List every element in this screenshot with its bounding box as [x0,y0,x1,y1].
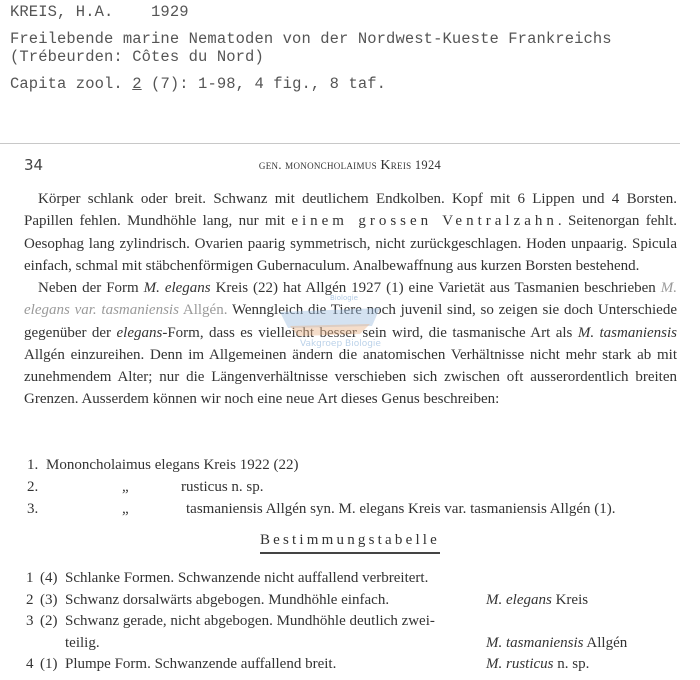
key-result: M. elegans Kreis [486,591,589,608]
author: KREIS, H.A. [10,3,114,21]
key-row: teilig. M. tasmaniensis Allgén [24,633,684,655]
svg-text:Biologie: Biologie [330,294,358,302]
ditto-mark: „ [122,501,129,517]
genus-description: Körper schlank oder breit. Schwanz mit deutlichem Endkolben. Kopf mit 6 Lippen und 4 Borsten. Papillen fehlen. Mundhöhle lang, nur mit einem grossen Ventralzahn. Seitenorgan fehlt. Oesophag lang zylindrisch. Ovarien paarig symmetrisch, nicht zurückgeschlagen. Hoden unpaarig. Spicula einfach, schmal mit stäbchenförmigen Gubernaculum. Analbewaffnung aus kurzen Borsten bestehend. [24,191,677,274]
running-head: gen. mononcholaimus Kreis 1924 [258,158,442,173]
divider-line [0,143,680,144]
title-line-1: Freilebende marine Nematoden von der Nordwest-Kueste Frankreichs [10,30,612,48]
key-title: Bestimmungstabelle [0,532,700,554]
key-row: 3 (2) Schwanz gerade, nicht abgebogen. Mundhöhle deutlich zwei- [26,613,435,629]
page-number: 34 [24,156,44,174]
author-year-line [10,3,189,21]
svg-text:Vakgroep Biologie: Vakgroep Biologie [300,339,381,349]
citation-line: Capita zool. 2 (7): 1-98, 4 fig., 8 taf. [10,75,387,93]
year: 1929 [151,3,189,21]
book-page: 34 gen. mononcholaimus Kreis 1924 Körper schlank oder breit. Schwanz mit deutlichem Endkolben. Kopf mit 6 Lippen und 4 Borsten. Papillen fehlen. Mundhöhle lang, nur mit einem grossen Ventralzahn. Seitenorgan fehlt. Oesophag lang zylindrisch. Ovarien paarig symmetrisch, nicht zurückgeschlagen. Hoden unpaarig. Spicula einfach, schmal mit stäbchenförmigen Gubernaculum. Analbewaffnung aus kurzen Borsten bestehend. Neben der Form M. elegans Kreis (22) hat Allgén 1927 (1) eine Varietät aus Tasmanien beschrieben M. elegans var. tasmaniensis Allgén. Wenngleich die Tiere noch juvenil sind, so zeigen sie doch Unterschiede gegenüber der elegans-Form, dass es vielleicht besser sein wird, die tasmanische Art als M. tasmaniensis Allgén einzureihen. Denn im Allgemeinen ändern die anatomischen Verhältnisse nicht mehr stark ab mit zunehmendem Alter; nur die Längenverhältnisse verschieben sich zwischen oft ausserordentlich breiten Grenzen. Ausserdem können wir noch eine neue Art dieses Genus beschreiben: 1. Mononcholaimus elegans Kreis 1922 (22) 2. „ rusticus n. sp. 3. „ tasmaniensis Allgén syn. M. elegans Kreis var. tasmaniensis Allgén (1). Bestimmungstabelle 1 (4) Schlanke Formen. Schwanzende nicht auffallend verbreitert. 2 (3) Schwanz dorsalwärts abgebogen. Mundhöhle einfach. M. elegans Kreis 3 (2) Schwanz gerade, nicht abgebogen. Mundhöhle deutlich zwei- teilig. M. tasmaniensis Allgén 4 (1) Plumpe Form. Schwanzende auffallend breit. M. rusticus n. sp. Biologie Vakgroep Biologie [0,150,700,680]
key-row: 2 (3) Schwanz dorsalwärts abgebogen. Mundhöhle einfach. M. elegans Kreis [24,590,684,612]
ditto-mark: „ [122,479,129,495]
key-result: M. rusticus n. sp. [486,656,590,672]
key-row: 1 (4) Schlanke Formen. Schwanzende nicht auffallend verbreitert. [26,570,429,586]
index-card-header [0,0,700,120]
spaced-emphasis: einem grossen Ventralzahn [291,213,558,230]
identification-key [24,568,684,676]
title-line-2: (Trébeurden: Côtes du Nord) [10,48,264,66]
volume-number: 2 [132,75,142,93]
key-row: 4 (1) Plumpe Form. Schwanzende auffallend breit. M. rusticus n. sp. [24,654,684,676]
discussion-paragraph: Neben der Form M. elegans Kreis (22) hat Allgén 1927 (1) eine Varietät aus Tasmanien beschrieben M. elegans var. tasmaniensis Allgén. Wenngleich die Tiere noch juvenil sind, so zeigen sie doch Unterschiede gegenüber der elegans-Form, dass es vielleicht besser sein wird, die tasmanische Art als M. tasmaniensis Allgén einzureihen. Denn im Allgemeinen ändern die anatomischen Verhältnisse nicht mehr stark ab mit zunehmendem Alter; nur die Längenverhältnisse verschieben sich zwischen oft ausserordentlich breiten Grenzen. Ausserdem können wir noch eine neue Art dieses Genus beschreiben: [24,280,678,408]
key-result: M. tasmaniensis Allgén [486,634,628,651]
